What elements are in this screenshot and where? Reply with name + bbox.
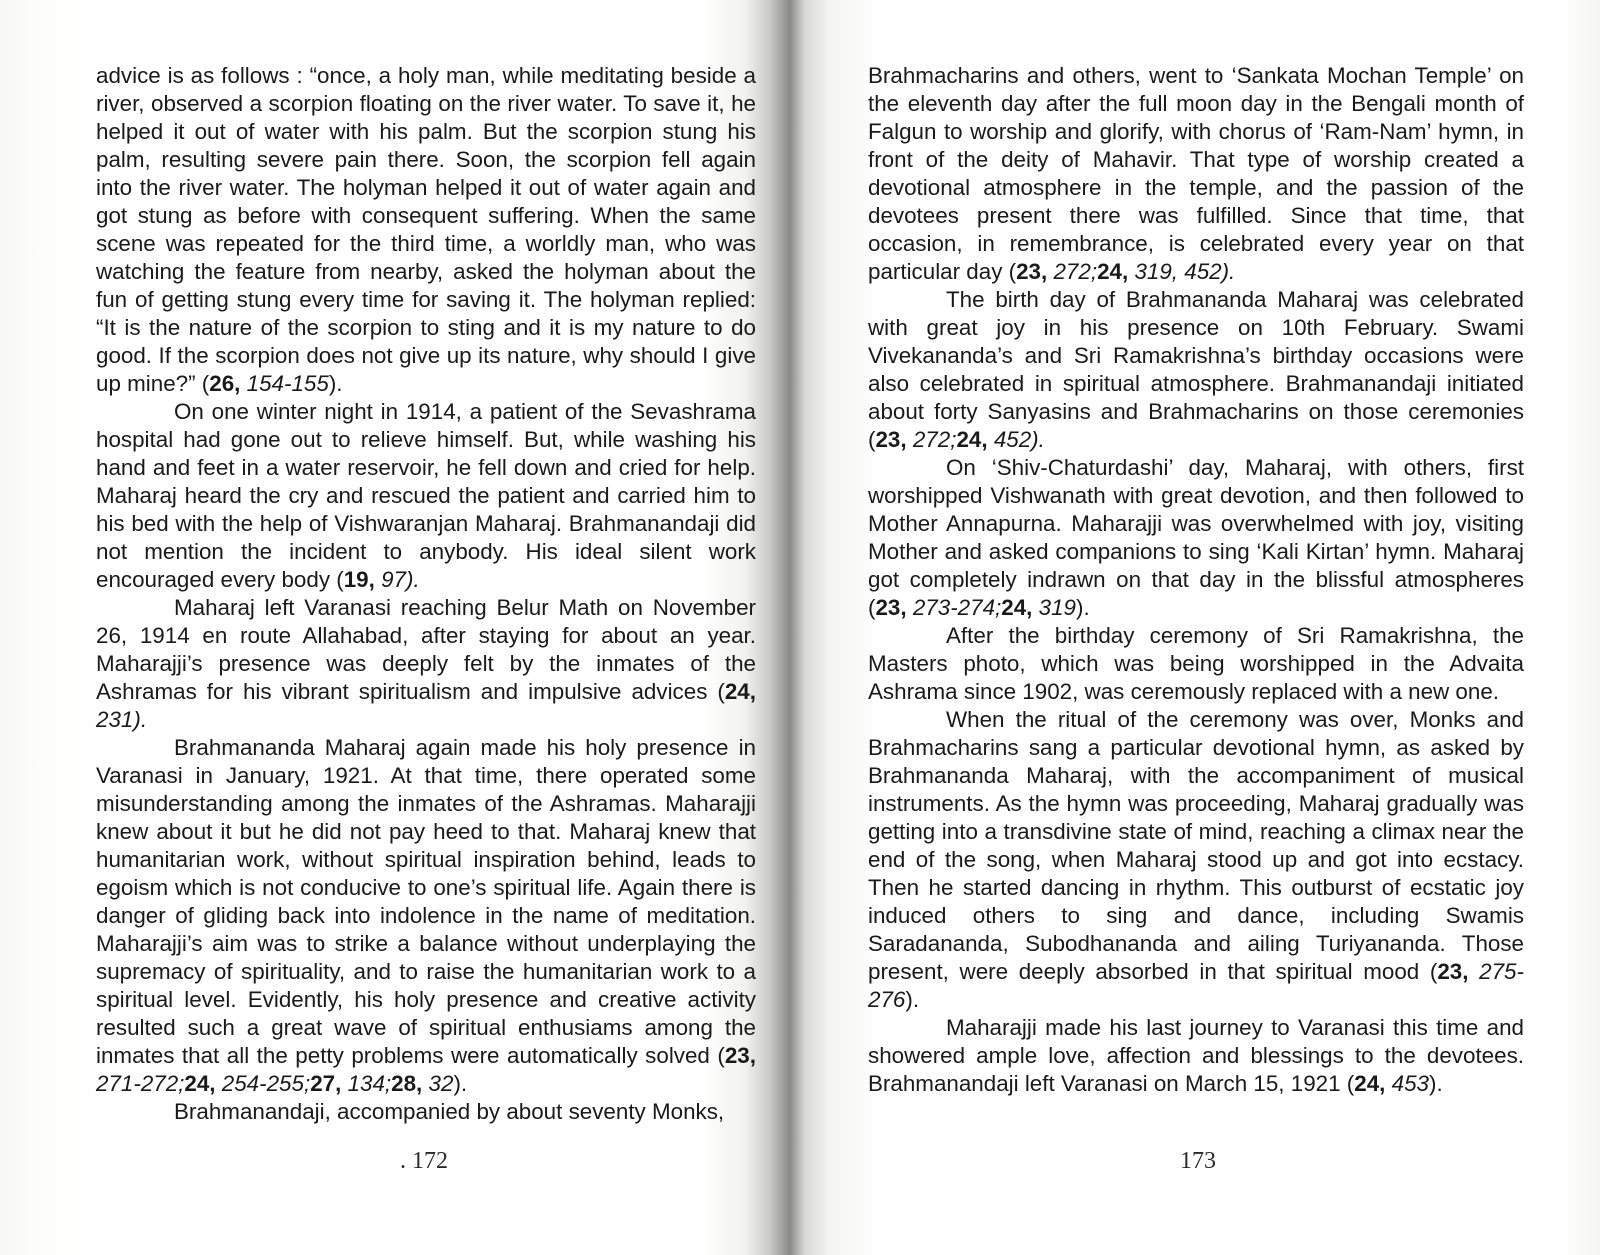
paragraph: Maharaj left Varanasi reaching Belur Math on November 26, 1914 en route Allahabad, after staying for about an year. Maharajji’s presence was deeply felt by the inmates of the Ashramas for his vibrant spiritualism and impulsive advices (24, 231). xyxy=(96,595,756,732)
paragraph: advice is as follows : “once, a holy man, while meditating beside a river, observed a scorpion floating on the river water. To save it, he helped it out of water with his palm. But the scorpion stung his palm, resulting severe pain there. Soon, the scorpion fell again into the river water. The holyman helped it out of water again and got stung as before with consequent suffering. When the same scene was repeated for the third time, a worldly man, who was watching the feature from nearby, asked the holyman about the fun of getting stung every time for saving it. The holyman replied: “It is the nature of the scorpion to sting and it is my nature to do good. If the scorpion does not give up its nature, why should I give up mine?” (26, 154-155). xyxy=(96,63,756,396)
paragraph: Brahmanandaji, accompanied by about seventy Monks, xyxy=(174,1099,725,1124)
right-page xyxy=(868,62,1524,1098)
paragraph: When the ritual of the ceremony was over, Monks and Brahmacharins sang a particular devotional hymn, as asked by Brahmananda Maharaj, with the accompaniment of musical instruments. As the hymn was proceeding, Maharaj gradually was getting into a transdivine state of mind, reaching a climax near the end of the song, when Maharaj stood up and got into ecstacy. Then he started dancing in rhythm. This outburst of ecstatic joy induced others to sing and dance, including Swamis Saradananda, Subodhananda and ailing Turiyananda. Those present, were deeply absorbed in that spiritual mood (23, 275-276). xyxy=(868,707,1524,1012)
paragraph: On ‘Shiv-Chaturdashi’ day, Maharaj, with others, first worshipped Vishwanath with great devotion, and then followed to Mother Annapurna. Maharajji was overwhelmed with joy, visiting Mother and asked companions to sing ‘Kali Kirtan’ hymn. Maharaj got completely indrawn on that day in the blissful atmospheres (23, 273-274;24, 319). xyxy=(868,455,1524,620)
paragraph: After the birthday ceremony of Sri Ramakrishna, the Masters photo, which was being worshipped in the Advaita Ashrama since 1902, was ceremously replaced with a new one. xyxy=(868,623,1524,704)
paragraph: The birth day of Brahmananda Maharaj was celebrated with great joy in his presence on 10th February. Swami Vivekananda’s and Sri Ramakrishna’s birthday occasions were also celebrated in spiritual atmosphere. Brahmanandaji initiated about forty Sanyasins and Brahmacharins on those ceremonies (23, 272;24, 452). xyxy=(868,287,1524,452)
page-number: 173 xyxy=(1180,1148,1216,1174)
paragraph: On one winter night in 1914, a patient of the Sevashrama hospital had gone out to relieve himself. But, while washing his hand and feet in a water reservoir, he fell down and cried for help. Maharaj heard the cry and rescued the patient and carried him to his bed with the help of Vishwaranjan Maharaj. Brahmanandaji did not mention the incident to anybody. His ideal silent work encouraged every body (19, 97). xyxy=(96,399,756,592)
left-page xyxy=(96,62,756,1126)
paragraph: Brahmacharins and others, went to ‘Sankata Mochan Temple’ on the eleventh day after the full moon day in the Bengali month of Falgun to worship and glorify, with chorus of ‘Ram-Nam’ hymn, in front of the deity of Mahavir. That type of worship created a devotional atmosphere in the temple, and the passion of the devotees present there was fulfilled. Since that time, that occasion, in remembrance, is celebrated every year on that particular day (23, 272;24, 319, 452). xyxy=(868,63,1524,284)
paragraph: Maharajji made his last journey to Varanasi this time and showered ample love, affection and blessings to the devotees. Brahmanandaji left Varanasi on March 15, 1921 (24, 453). xyxy=(868,1015,1524,1096)
paragraph: Brahmananda Maharaj again made his holy presence in Varanasi in January, 1921. At that time, there operated some misunderstanding among the inmates of the Ashramas. Maharajji knew about it but he did not pay heed to that. Maharaj knew that humanitarian work, without spiritual inspiration behind, leads to egoism which is not conducive to one’s spiritual life. Again there is danger of gliding back into indolence in the name of meditation. Maharajji’s aim was to strike a balance without underplaying the supremacy of spirituality, and to raise the humanitarian work to a spiritual level. Evidently, his holy presence and creative activity resulted such a great wave of spiritual enthusiams among the inmates that all the petty problems were automatically solved (23, 271-272;24, 254-255;27, 134;28, 32). xyxy=(96,735,756,1096)
page-number: . 172 xyxy=(400,1148,448,1174)
